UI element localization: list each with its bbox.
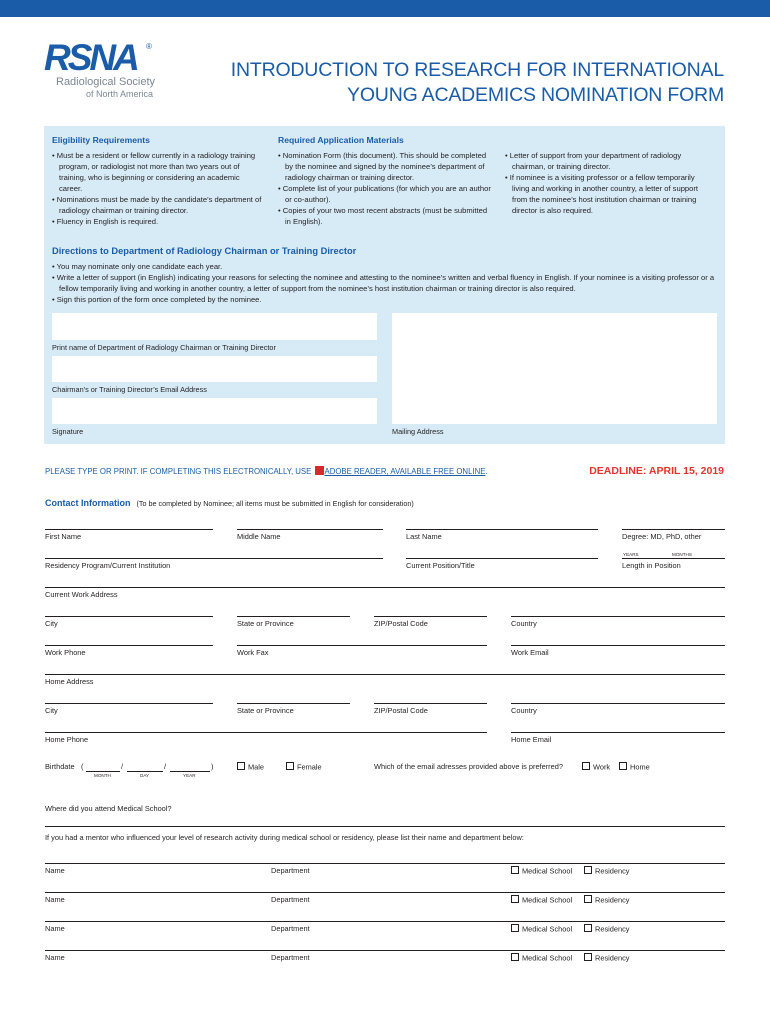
work-state-label: State or Province xyxy=(237,619,294,628)
top-banner xyxy=(0,0,770,17)
materials-list-col1 xyxy=(278,150,494,227)
years-label: YEARS xyxy=(623,552,639,557)
society-name-line2: of North America xyxy=(86,89,154,99)
residency-option[interactable] xyxy=(584,953,630,963)
home-phone-field[interactable] xyxy=(45,732,487,733)
home-email-field[interactable] xyxy=(511,732,725,733)
birthdate-label: Birthdate xyxy=(45,762,75,771)
work-country-field[interactable] xyxy=(511,616,725,617)
type-or-print-notice xyxy=(45,466,488,476)
middle-name-field[interactable] xyxy=(237,529,383,530)
female-label: Female xyxy=(297,762,322,772)
preferred-email-question: Which of the email adresses provided above is preferred? xyxy=(374,762,563,771)
signature-label: Signature xyxy=(52,427,84,436)
home-state-field[interactable] xyxy=(237,703,350,704)
months-label: MONTHS xyxy=(672,552,692,557)
middle-name-label: Middle Name xyxy=(237,532,281,541)
deadline: DEADLINE: APRIL 15, 2019 xyxy=(589,465,724,477)
home-email-label: Home Email xyxy=(511,735,552,744)
male-label: Male xyxy=(248,762,265,772)
checkbox-medical-school[interactable] xyxy=(511,895,519,903)
medical-school-field[interactable] xyxy=(45,826,725,827)
work-city-field[interactable] xyxy=(45,616,213,617)
form-title-line1: INTRODUCTION TO RESEARCH FOR INTERNATIONAL xyxy=(230,59,724,81)
directions-heading: Directions to Department of Radiology Chairman or Training Director xyxy=(52,246,357,256)
chairman-email-field[interactable] xyxy=(52,356,377,382)
contact-heading-text: Contact Information xyxy=(45,498,131,508)
work-address-field[interactable] xyxy=(45,587,725,588)
gender-female-option[interactable] xyxy=(286,762,322,772)
home-label: Home xyxy=(630,762,650,772)
home-city-label: City xyxy=(45,706,58,715)
residency-option[interactable] xyxy=(584,866,630,876)
work-state-field[interactable] xyxy=(237,616,350,617)
notice-text: PLEASE TYPE OR PRINT. IF COMPLETING THIS ELECTRONICALLY, USE xyxy=(45,467,312,476)
checkbox-home[interactable] xyxy=(619,762,627,770)
checkbox-medical-school[interactable] xyxy=(511,866,519,874)
mentor-department-label: Department xyxy=(271,866,310,875)
work-zip-field[interactable] xyxy=(374,616,487,617)
work-email-field[interactable] xyxy=(511,645,725,646)
list-item: • Letter of support from your department of radiology chairman, or training director. xyxy=(505,151,682,171)
mentor-name-label: Name xyxy=(45,924,65,933)
residency-option-label: Residency xyxy=(595,953,630,963)
medical-school-label: Medical School xyxy=(522,924,573,934)
home-zip-label: ZIP/Postal Code xyxy=(374,706,428,715)
work-zip-label: ZIP/Postal Code xyxy=(374,619,428,628)
list-item: • Complete list of your publications (for which you are an author or co-author). xyxy=(278,184,491,204)
requirements-panel xyxy=(44,126,725,444)
mentor-department-label: Department xyxy=(271,953,310,962)
mailing-address-label: Mailing Address xyxy=(392,427,444,436)
work-phone-field[interactable] xyxy=(45,645,213,646)
home-address-field[interactable] xyxy=(45,674,725,675)
medical-school-label: Medical School xyxy=(522,866,573,876)
registered-mark: ® xyxy=(146,42,152,51)
work-phone-label: Work Phone xyxy=(45,648,86,657)
eligibility-heading: Eligibility Requirements xyxy=(52,135,150,145)
adobe-pdf-icon xyxy=(315,466,324,475)
length-label: Length in Position xyxy=(622,561,681,570)
work-fax-field[interactable] xyxy=(237,645,487,646)
work-city-label: City xyxy=(45,619,58,628)
checkbox-male[interactable] xyxy=(237,762,245,770)
medical-school-label: Medical School xyxy=(522,953,573,963)
checkbox-female[interactable] xyxy=(286,762,294,770)
first-name-label: First Name xyxy=(45,532,82,541)
position-field[interactable] xyxy=(406,558,598,559)
preferred-work-option[interactable] xyxy=(582,762,610,772)
work-email-label: Work Email xyxy=(511,648,549,657)
checkbox-residency[interactable] xyxy=(584,924,592,932)
length-field[interactable] xyxy=(622,558,725,559)
directions-list xyxy=(52,261,720,305)
birth-year-field[interactable] xyxy=(170,771,210,772)
chairman-email-label: Chairman’s or Training Director’s Email Address xyxy=(52,385,207,394)
rsna-logo xyxy=(44,37,164,110)
home-city-field[interactable] xyxy=(45,703,213,704)
medical-school-option[interactable] xyxy=(511,866,572,876)
mentor-row-1-line[interactable] xyxy=(45,863,725,864)
list-item: • Nominations must be made by the candidate’s department of radiology chairman or training director. xyxy=(52,195,262,215)
last-name-field[interactable] xyxy=(406,529,598,530)
home-address-label: Home Address xyxy=(45,677,94,686)
last-name-label: Last Name xyxy=(406,532,442,541)
residency-option[interactable] xyxy=(584,924,630,934)
first-name-field[interactable] xyxy=(45,529,213,530)
logo-mark: RSNA xyxy=(44,37,137,78)
mentor-department-label: Department xyxy=(271,895,310,904)
medical-school-option[interactable] xyxy=(511,953,572,963)
mentor-row-2-line[interactable] xyxy=(45,892,725,893)
residency-option-label: Residency xyxy=(595,895,630,905)
degree-field[interactable] xyxy=(622,529,725,530)
society-name-line1: Radiological Society xyxy=(56,76,156,88)
list-item: • You may nominate only one candidate each year. xyxy=(52,262,223,271)
materials-list-col2 xyxy=(505,150,711,216)
chairman-name-field[interactable] xyxy=(52,313,377,340)
residency-label: Residency Program/Current Institution xyxy=(45,561,171,570)
materials-heading: Required Application Materials xyxy=(278,135,404,145)
form-title-line2: YOUNG ACADEMICS NOMINATION FORM xyxy=(347,84,724,106)
mentor-name-label: Name xyxy=(45,866,65,875)
medical-school-option[interactable] xyxy=(511,924,572,934)
preferred-home-option[interactable] xyxy=(619,762,650,772)
list-item: • Copies of your two most recent abstracts (must be submitted in English). xyxy=(278,206,488,226)
position-label: Current Position/Title xyxy=(406,561,475,570)
home-country-label: Country xyxy=(511,706,537,715)
adobe-reader-link[interactable]: ADOBE READER, AVAILABLE FREE ONLINE xyxy=(324,467,486,476)
home-country-field[interactable] xyxy=(511,703,725,704)
month-label: MONTH xyxy=(94,773,111,778)
birthdate-open-paren: ( xyxy=(81,762,84,771)
home-zip-field[interactable] xyxy=(374,703,487,704)
list-item: • Write a letter of support (in English) indicating your reasons for selecting the nominee and attesting to the nominee’s written and verbal fluency in English. If your nominee is a visiting professor or a fellow temporarily living and working in another country, a letter of support from the nominee’s host institution chairman or training director is also required. xyxy=(52,273,715,293)
work-label: Work xyxy=(593,762,611,772)
eligibility-list xyxy=(52,150,262,227)
work-address-label: Current Work Address xyxy=(45,590,118,599)
birthdate-slash: / xyxy=(164,762,167,771)
checkbox-residency[interactable] xyxy=(584,953,592,961)
residency-field[interactable] xyxy=(45,558,383,559)
list-item: • Sign this portion of the form once completed by the nominee. xyxy=(52,295,262,304)
mailing-address-field[interactable] xyxy=(392,313,717,424)
list-item: • If nominee is a visiting professor or a fellow temporarily living and working in another country, a letter of support from the nominee’s host institution chairman or training director is also required. xyxy=(505,173,699,215)
home-state-label: State or Province xyxy=(237,706,294,715)
checkbox-residency[interactable] xyxy=(584,895,592,903)
checkbox-medical-school[interactable] xyxy=(511,924,519,932)
medical-school-option[interactable] xyxy=(511,895,572,905)
birth-month-field[interactable] xyxy=(86,771,120,772)
contact-note: (To be completed by Nominee; all items must be submitted in English for consideration) xyxy=(136,499,414,508)
mentor-name-label: Name xyxy=(45,895,65,904)
mentor-question: If you had a mentor who influenced your level of research activity during medical school or residency, please list their name and department below: xyxy=(45,833,524,842)
work-fax-label: Work Fax xyxy=(237,648,269,657)
checkbox-residency[interactable] xyxy=(584,866,592,874)
residency-option-label: Residency xyxy=(595,866,630,876)
signature-field[interactable] xyxy=(52,398,377,424)
medical-school-question: Where did you attend Medical School? xyxy=(45,804,172,813)
residency-option-label: Residency xyxy=(595,924,630,934)
birthdate-slash: / xyxy=(121,762,124,771)
residency-option[interactable] xyxy=(584,895,630,905)
birth-day-field[interactable] xyxy=(127,771,163,772)
checkbox-work[interactable] xyxy=(582,762,590,770)
mentor-row-4-line[interactable] xyxy=(45,950,725,951)
birthdate-close-paren: ) xyxy=(211,762,214,771)
form-title xyxy=(231,58,724,108)
year-label: YEAR xyxy=(183,773,196,778)
mentor-department-label: Department xyxy=(271,924,310,933)
gender-male-option[interactable] xyxy=(237,762,264,772)
day-label: DAY xyxy=(140,773,150,778)
list-item: • Nomination Form (this document). This should be completed by the nominee and signed by the nominee’s department of radiology chairman or training director. xyxy=(278,151,487,182)
mentor-name-label: Name xyxy=(45,953,65,962)
notice-period: . xyxy=(485,467,488,476)
chairman-name-label: Print name of Department of Radiology Chairman or Training Director xyxy=(52,343,276,352)
list-item: • Must be a resident or fellow currently in a radiology training program, or radiologist not more than two years out of training, who is beginning or considering an academic career. xyxy=(52,151,256,193)
work-country-label: Country xyxy=(511,619,537,628)
medical-school-label: Medical School xyxy=(522,895,573,905)
checkbox-medical-school[interactable] xyxy=(511,953,519,961)
contact-info-heading xyxy=(45,498,414,508)
home-phone-label: Home Phone xyxy=(45,735,89,744)
degree-label: Degree: MD, PhD, other xyxy=(622,532,702,541)
mentor-row-3-line[interactable] xyxy=(45,921,725,922)
list-item: • Fluency in English is required. xyxy=(52,217,159,226)
